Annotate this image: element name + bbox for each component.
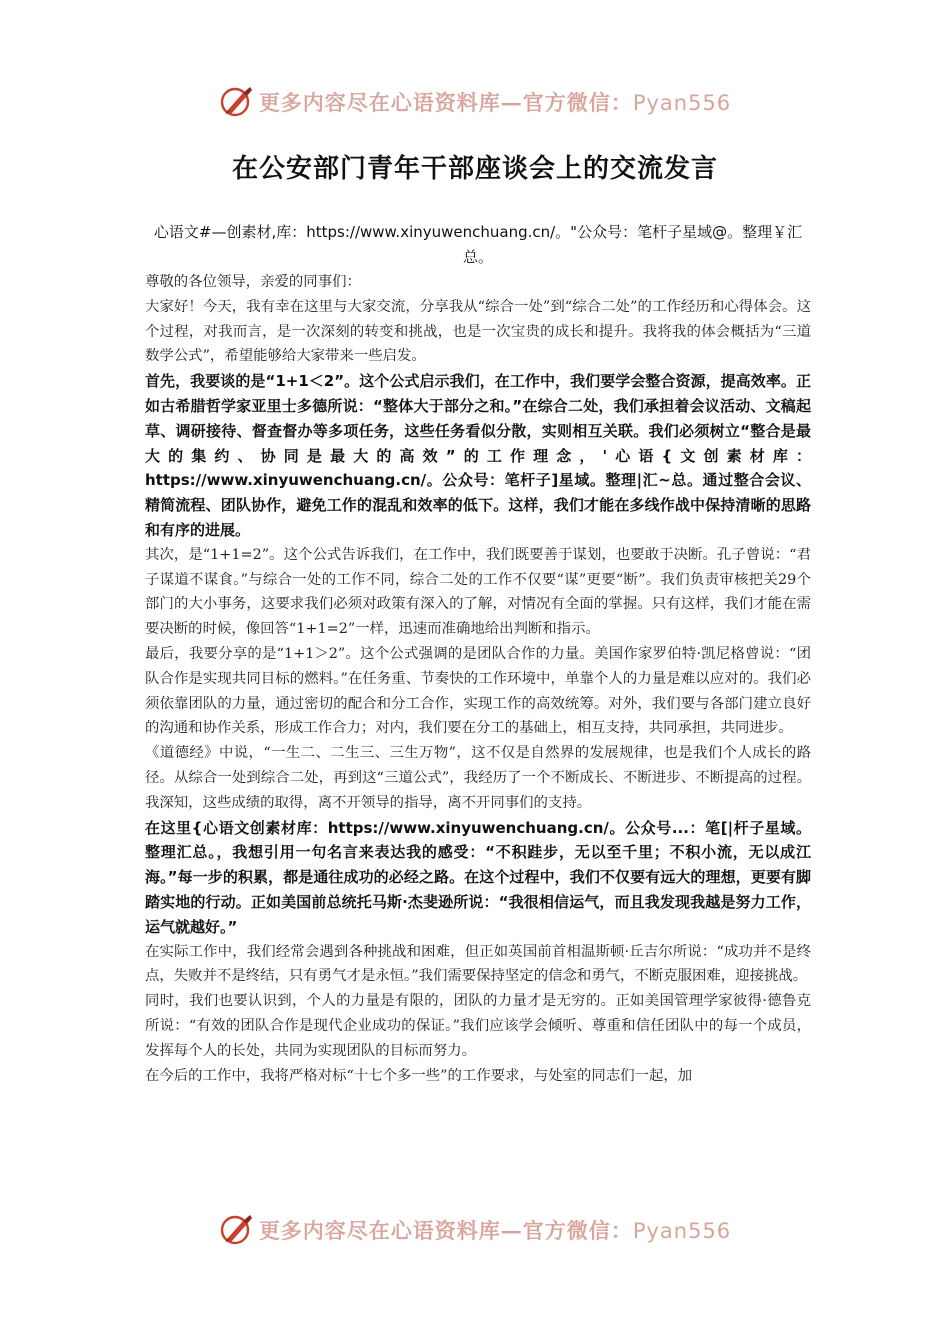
paragraph: 在实际工作中，我们经常会遇到各种挑战和困难，但正如英国前首相温斯顿·丘吉尔所说：“成功并不是终点，失败并不是终结，只有勇气才是永恒。”我们需要保持坚定的信念和勇气，不断克服困难，迎接挑战。: [145, 943, 811, 985]
paragraph: 在这里{心语文创素材库：https://www.xinyuwenchuang.cn/。公众号...：笔[|杆子星域。整理汇总。，我想引用一句名言来表达我的感受：“不积跬步，无以至千里；不积小流，无以成江海。”每一步的积累，都是通往成功的必经之路。在这个过程中，我们不仅要有远大的理想，更要有脚踏实地的行动。正如美国前总统托马斯·杰斐逊所说：“我很相信运气，而且我发现我越是努力工作，运气就越好。”: [145, 818, 811, 936]
paragraph: 《道德经》中说，“一生二、二生三、三生万物”，这不仅是自然界的发展规律，也是我们个人成长的路径。从综合一处到综合二处，再到这“三道公式”，我经历了一个不断成长、不断进步、不断提高的过程。我深知，这些成绩的取得，离不开领导的指导，离不开同事们的支持。: [145, 745, 811, 811]
document-body: [145, 220, 811, 1088]
document-title: 在公安部门青年干部座谈会上的交流发言: [231, 154, 718, 184]
banner-text: 更多内容尽在心语资料库—官方微信：Pyan556: [258, 90, 732, 115]
header-banner: [0, 80, 950, 124]
paragraph: 其次，是“1+1=2”。这个公式告诉我们，在工作中，我们既要善于谋划，也要敢于决断。孔子曾说：“君子谋道不谋食。”与综合一处的工作不同，综合二处的工作不仅要“谋”更要“断”。我们负责审核把关29个部门的大小事务，这要求我们必须对政策有深入的了解，对情况有全面的掌握。只有这样，我们才能在需要决断的时候，像回答“1+1=2”一样，迅速而准确地给出判断和指示。: [145, 546, 811, 638]
banner-text: 更多内容尽在心语资料库—官方微信：Pyan556: [258, 1218, 732, 1243]
paragraph: 同时，我们也要认识到，个人的力量是有限的，团队的力量才是无穷的。正如美国管理学家彼得·德鲁克所说：“有效的团队合作是现代企业成功的保证。”我们应该学会倾听、尊重和信任团队中的每一个成员，发挥每个人的长处，共同为实现团队的目标而努力。: [145, 993, 811, 1059]
paragraph: 最后，我要分享的是“1+1＞2”。这个公式强调的是团队合作的力量。美国作家罗伯特·凯尼格曾说：“团队合作是实现共同目标的燃料。”在任务重、节奏快的工作环境中，单靠个人的力量是难以应对的。我们必须依靠团队的力量，通过密切的配合和分工合作，实现工作的高效统筹。对外，我们要与各部门建立良好的沟通和协作关系，形成工作合力；对内，我们要在分工的基础上，相互支持，共同承担，共同进步。: [145, 645, 811, 737]
source-note: 心语文#—创素材,库：https://www.xinyuwenchuang.cn/。"公众号：笔杆子星域@。整理￥汇总。: [153, 223, 803, 266]
paragraph: 首先，我要谈的是“1+1＜2”。这个公式启示我们，在工作中，我们要学会整合资源，提高效率。正如古希腊哲学家亚里士多德所说：“整体大于部分之和。”在综合二处，我们承担着会议活动、文稿起草、调研接待、督查督办等多项任务，这些任务看似分散，实则相互关联。我们必须树立“整合是最大的集约、协同是最大的高效”的工作理念，'心语{文创素材库：https://www.xinyuwenchuang.cn/。公众号：笔杆子]星域。整理|汇~总。通过整合会议、精简流程、团队协作，避免工作的混乱和效率的低下。这样，我们才能在多线作战中保持清晰的思路和有序的进展。: [145, 372, 811, 539]
pen-logo-icon: [219, 1212, 255, 1248]
paragraph: 在今后的工作中，我将严格对标“十七个多一些”的工作要求，与处室的同志们一起，加: [145, 1067, 693, 1084]
paragraph: 尊敬的各位领导，亲爱的同事们：: [145, 274, 361, 290]
wechat-id: Pyan556: [632, 1219, 732, 1243]
wechat-id: Pyan556: [632, 91, 732, 115]
paragraph: 大家好！今天，我有幸在这里与大家交流，分享我从“综合一处”到“综合二处”的工作经历和心得体会。这个过程，对我而言，是一次深刻的转变和挑战，也是一次宝贵的成长和提升。我将我的体会概括为“三道数学公式”，希望能够给大家带来一些启发。: [145, 298, 811, 365]
footer-banner: [0, 1208, 950, 1252]
pen-logo-icon: [219, 84, 255, 120]
paragraph-list: [145, 270, 811, 1088]
